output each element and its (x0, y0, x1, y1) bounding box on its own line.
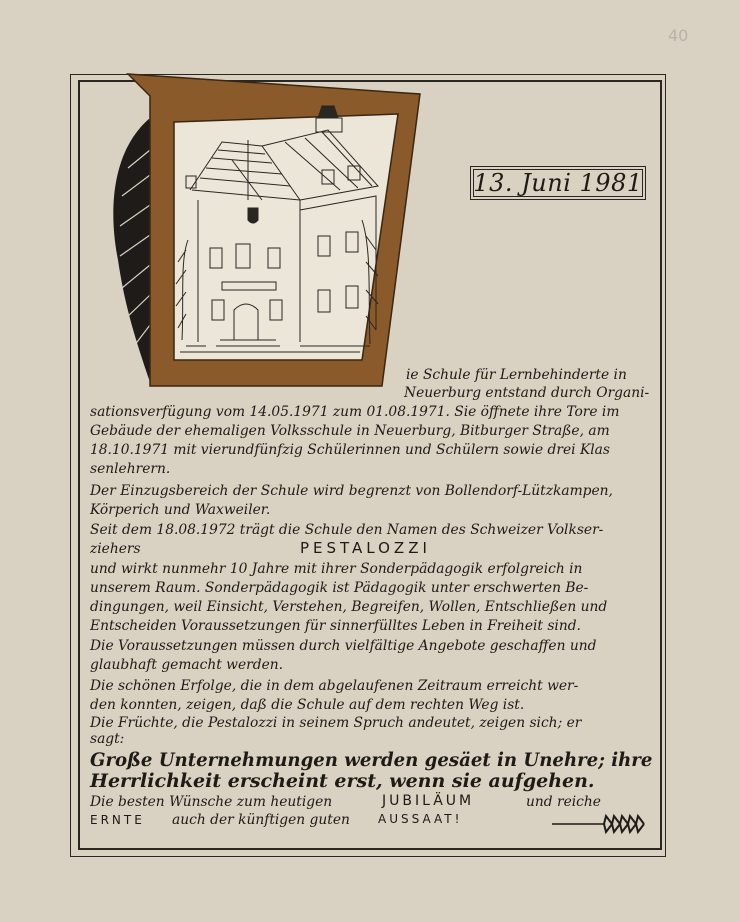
text-line: sationsverfügung vom 14.05.1971 zum 01.08.1971. Sie öffnete ihre Tore im (90, 404, 620, 420)
text-line: Der Einzugsbereich der Schule wird begrenzt von Bollendorf-Lützkampen, (90, 483, 613, 499)
text-line: den konnten, zeigen, daß die Schule auf dem rechten Weg ist. (90, 697, 525, 713)
date-box (470, 166, 646, 200)
text-line: auch der künftigen guten (172, 812, 350, 828)
text-line: Gebäude der ehemaligen Volksschule in Neuerburg, Bitburger Straße, am (90, 423, 610, 439)
wheat-ornament-icon (552, 816, 644, 832)
text-line: ziehers (90, 541, 141, 557)
text-line: Neuerburg entstand durch Organi- (404, 385, 650, 401)
text-line: 18.10.1971 mit vierundfünfzig Schülerinnen und Schülern sowie drei Klas (90, 442, 610, 458)
text-line: sagt: (90, 731, 125, 747)
pestalozzi-name: PESTALOZZI (300, 539, 431, 557)
text-line: Die besten Wünsche zum heutigen (90, 794, 333, 810)
text-line: ie Schule für Lernbehinderte in (406, 367, 627, 383)
text-line: Die schönen Erfolge, die in dem abgelaufenen Zeitraum erreicht wer- (90, 678, 579, 694)
text-line: senlehrern. (90, 461, 171, 477)
date-text: 13. Juni 1981 (473, 169, 643, 197)
text-line: glaubhaft gemacht werden. (90, 657, 284, 673)
jubilaeum-word: JUBILÄUM (382, 793, 475, 809)
text-line: unserem Raum. Sonderpädagogik ist Pädagogik unter erschwerten Be- (90, 580, 589, 596)
text-line: und wirkt nunmehr 10 Jahre mit ihrer Sonderpädagogik erfolgreich in (90, 561, 583, 577)
text-line: Körperich und Waxweiler. (90, 502, 271, 518)
text-line: und reiche (526, 794, 601, 810)
quote-line: Herrlichkeit erscheint erst, wenn sie aufgehen. (90, 770, 595, 792)
text-line: Die Früchte, die Pestalozzi in seinem Spruch andeutet, zeigen sich; er (90, 715, 582, 731)
pencil-page-number: 40 (668, 26, 689, 45)
quote-line: Große Unternehmungen werden gesäet in Unehre; ihre (90, 749, 653, 771)
text-line: Die Voraussetzungen müssen durch vielfältige Angebote geschaffen und (90, 638, 597, 654)
text-line: Seit dem 18.08.1972 trägt die Schule den Namen des Schweizer Volkser- (90, 522, 604, 538)
aussaat-word: AUSSAAT! (378, 812, 463, 826)
text-line: dingungen, weil Einsicht, Verstehen, Begreifen, Wollen, Entschließen und (90, 599, 608, 615)
ernte-word: ERNTE (90, 813, 145, 827)
text-line: Entscheiden Voraussetzungen für sinnerfülltes Leben in Freiheit sind. (90, 618, 581, 634)
